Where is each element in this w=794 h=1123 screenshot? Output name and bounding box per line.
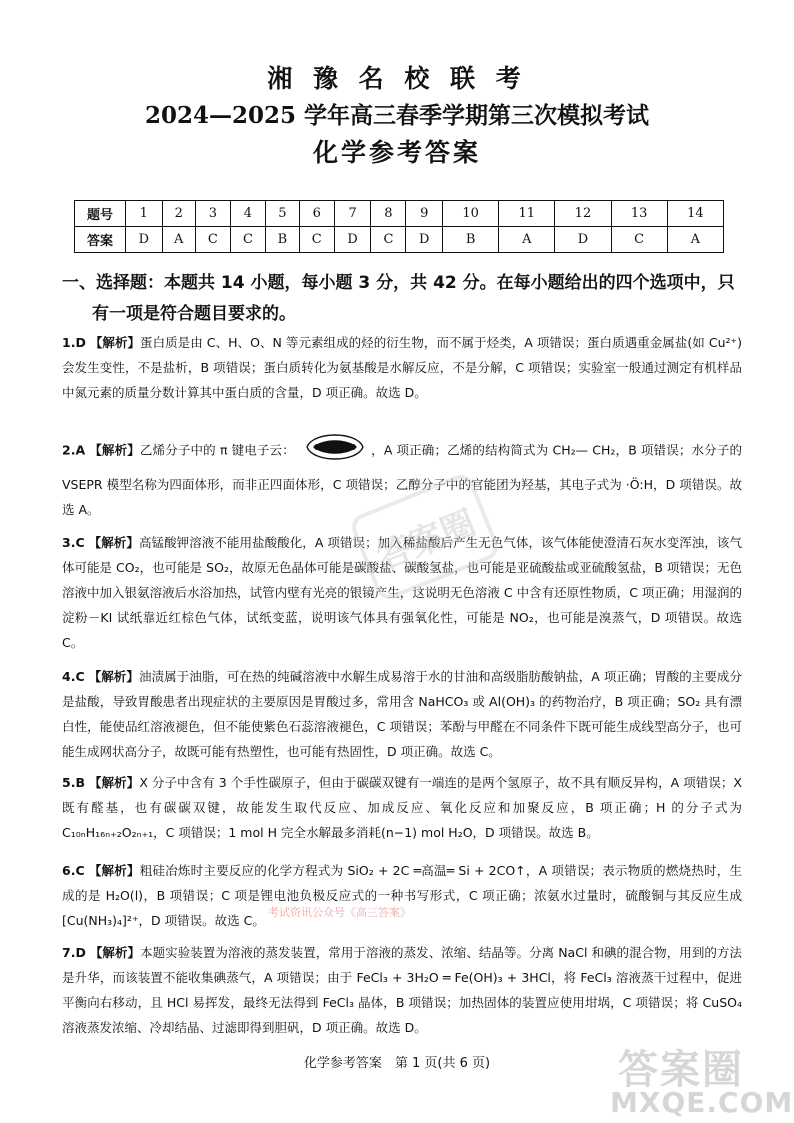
answer-cell: D — [555, 227, 611, 253]
q5-tag: 【解析】 — [89, 775, 140, 790]
q4-tag: 【解析】 — [88, 669, 139, 684]
question-number-cell: 1 — [126, 201, 163, 227]
watermark-stamp-text: 答案圈 — [371, 502, 482, 578]
question-number-cell: 9 — [406, 201, 443, 227]
q3-tag: 【解析】 — [88, 535, 139, 550]
question-7-explanation — [62, 940, 742, 1040]
exam-name-title: 2024—2025 学年高三春季学期第三次模拟考试 — [144, 102, 650, 129]
question-number-cell: 6 — [299, 201, 334, 227]
q5-label: 5.B — [62, 775, 85, 790]
subject-title: 化学参考答案 — [312, 138, 481, 167]
question-number-cell: 4 — [230, 201, 265, 227]
q6-tag: 【解析】 — [88, 863, 140, 878]
question-number-cell: 3 — [195, 201, 230, 227]
section-heading — [62, 268, 742, 330]
question-5-explanation — [62, 770, 742, 845]
answer-cell: D — [126, 227, 163, 253]
q2-text-b: ，A 项正确；乙烯的结构简式为 CH₂— CH₂，B 项错误；水分子的 VSEPR 模型名称为四面体形，而非正四面体形，C 项错误；乙醇分子中的官能团为羟基，其电子式为 ·Ö:H，D 项错误。故选 A。 — [62, 442, 742, 517]
q6-text: 粗硅冶炼时主要反应的化学方程式为 SiO₂ + 2C ═高温═ Si + 2CO↑，A 项错误；表示物质的燃烧热时，生成的是 H₂O(l)，B 项错误；C 项是锂电池负极反应式的一种书写形式，C 项正确；浓氨水过量时，硫酸铜与其反应生成[Cu(NH₃)₄]²⁺，D 项错误。故选 C。 — [62, 863, 742, 928]
answer-cell: C — [371, 227, 406, 253]
question-number-cell: 5 — [265, 201, 299, 227]
row-head-answer: 答案 — [75, 227, 126, 253]
answer-cell: C — [230, 227, 265, 253]
answer-cell: A — [667, 227, 723, 253]
answer-row — [75, 227, 724, 253]
answer-cell: C — [195, 227, 230, 253]
q1-text: 蛋白质是由 C、H、O、N 等元素组成的烃的衍生物，而不属于烃类，A 项错误；蛋白质遇重金属盐(如 Cu²⁺)会发生变性，不是盐析，B 项错误；蛋白质转化为氨基酸是水解反应，不是分解，C 项错误；实验室一般通过测定有机样品中氮元素的质量分数计算其中蛋白质的含量，D 项正确。故选 D。 — [62, 335, 742, 400]
question-number-cell: 10 — [443, 201, 499, 227]
exam-union-title: 湘 豫 名 校 联 考 — [267, 64, 527, 93]
answer-table — [74, 200, 724, 253]
q3-text: 高锰酸钾溶液不能用盐酸酸化，A 项错误；加入稀盐酸后产生无色气体，该气体能使澄清石灰水变浑浊，该气体可能是 CO₂，也可能是 SO₂，故原无色晶体可能是碳酸盐、碳酸氢盐，也可能是亚硫酸盐或亚硫酸氢盐，B 项错误；无色溶液中加入银氨溶液后水浴加热，试管内壁有光亮的银镜产生，这说明无色溶液 C 中含有还原性物质，C 项正确；用湿润的淀粉－KI 试纸靠近红棕色气体，试纸变蓝，说明该气体具有强氧化性，可能是 NO₂，也可能是溴蒸气，D 项错误。故选 C。 — [62, 535, 742, 650]
question-number-cell: 11 — [499, 201, 555, 227]
question-number-cell: 8 — [371, 201, 406, 227]
q7-tag: 【解析】 — [89, 945, 141, 960]
section-heading-line1: 一、选择题：本题共 14 小题，每小题 3 分，共 42 分。在每小题给出的四个选项中，只 — [62, 273, 735, 293]
question-number-row — [75, 201, 724, 227]
question-1-explanation — [62, 330, 742, 405]
watermark-red-note: 考试资讯公众号《高三答案》 — [268, 906, 411, 919]
answer-cell: B — [443, 227, 499, 253]
question-number-cell: 2 — [162, 201, 195, 227]
question-number-cell: 12 — [555, 201, 611, 227]
q1-tag: 【解析】 — [89, 335, 141, 350]
q1-label: 1.D — [62, 335, 86, 350]
answer-cell: A — [499, 227, 555, 253]
watermark-logo-en: MXQE.COM — [610, 1086, 794, 1119]
q7-label: 7.D — [62, 945, 86, 960]
title-block — [0, 0, 794, 172]
q2-text-a: 乙烯分子中的 π 键电子云： — [139, 442, 295, 458]
q4-text: 油渍属于油脂，可在热的纯碱溶液中水解生成易溶于水的甘油和高级脂肪酸钠盐，A 项正确；胃酸的主要成分是盐酸，导致胃酸患者出现症状的主要原因是胃酸过多，常用含 NaHCO₃ 或 Al(OH)₃ 的药物治疗，B 项正确；SO₂ 具有漂白性，能使品红溶液褪色，但不能使紫色石蕊溶液褪色，C 项错误；苯酚与甲醛在不同条件下既可能生成线型高分子，也可能生成网状高分子，故既可能有热塑性，也可能有热固性，D 项正确。故选 C。 — [62, 669, 742, 759]
pi-bond-electron-cloud-icon — [303, 430, 367, 472]
answer-cell: D — [406, 227, 443, 253]
q2-tag: 【解析】 — [89, 442, 140, 458]
answer-cell: C — [611, 227, 667, 253]
question-4-explanation — [62, 664, 742, 764]
watermark-site-logo — [570, 1038, 794, 1123]
q4-label: 4.C — [62, 669, 85, 684]
answer-cell: B — [265, 227, 299, 253]
question-6-explanation — [62, 858, 742, 933]
answer-cell: D — [334, 227, 371, 253]
row-head-number: 题号 — [75, 201, 126, 227]
answer-cell: C — [299, 227, 334, 253]
q2-label: 2.A — [62, 442, 86, 458]
question-number-cell: 13 — [611, 201, 667, 227]
q7-text: 本题实验装置为溶液的蒸发装置，常用于溶液的蒸发、浓缩、结晶等。分离 NaCl 和碘的混合物，用到的方法是升华，而该装置不能收集碘蒸气，A 项错误；由于 FeCl₃ + 3H₂O ═ Fe(OH)₃ + 3HCl，将 FeCl₃ 溶液蒸干过程中，促进平衡向右移动，且 HCl 易挥发，最终无法得到 FeCl₃ 晶体，B 项错误；加热固体的装置应使用坩埚，C 项错误；将 CuSO₄ 溶液蒸发浓缩、冷却结晶、过滤即得到胆矾，D 项正确。故选 D。 — [62, 945, 742, 1035]
q3-label: 3.C — [62, 535, 85, 550]
answer-cell: A — [162, 227, 195, 253]
q6-label: 6.C — [62, 863, 85, 878]
question-number-cell: 14 — [667, 201, 723, 227]
q5-text: X 分子中含有 3 个手性碳原子，但由于碳碳双键有一端连的是两个氢原子，故不具有顺反异构，A 项错误；X 既有醛基，也有碳碳双键，故能发生取代反应、加成反应、氧化反应和加聚反应，B 项正确；H 的分子式为 C₁₀ₙH₁₆ₙ₊₂O₂ₙ₊₁，C 项错误；1 mol H 完全水解最多消耗(n−1) mol H₂O，D 项错误。故选 B。 — [62, 775, 742, 840]
page-footer: 化学参考答案 第 1 页(共 6 页) — [303, 1056, 491, 1071]
watermark-logo-cn: 答案圈 — [618, 1047, 744, 1093]
question-number-cell: 7 — [334, 201, 371, 227]
section-heading-line2: 有一项是符合题目要求的。 — [92, 304, 296, 324]
